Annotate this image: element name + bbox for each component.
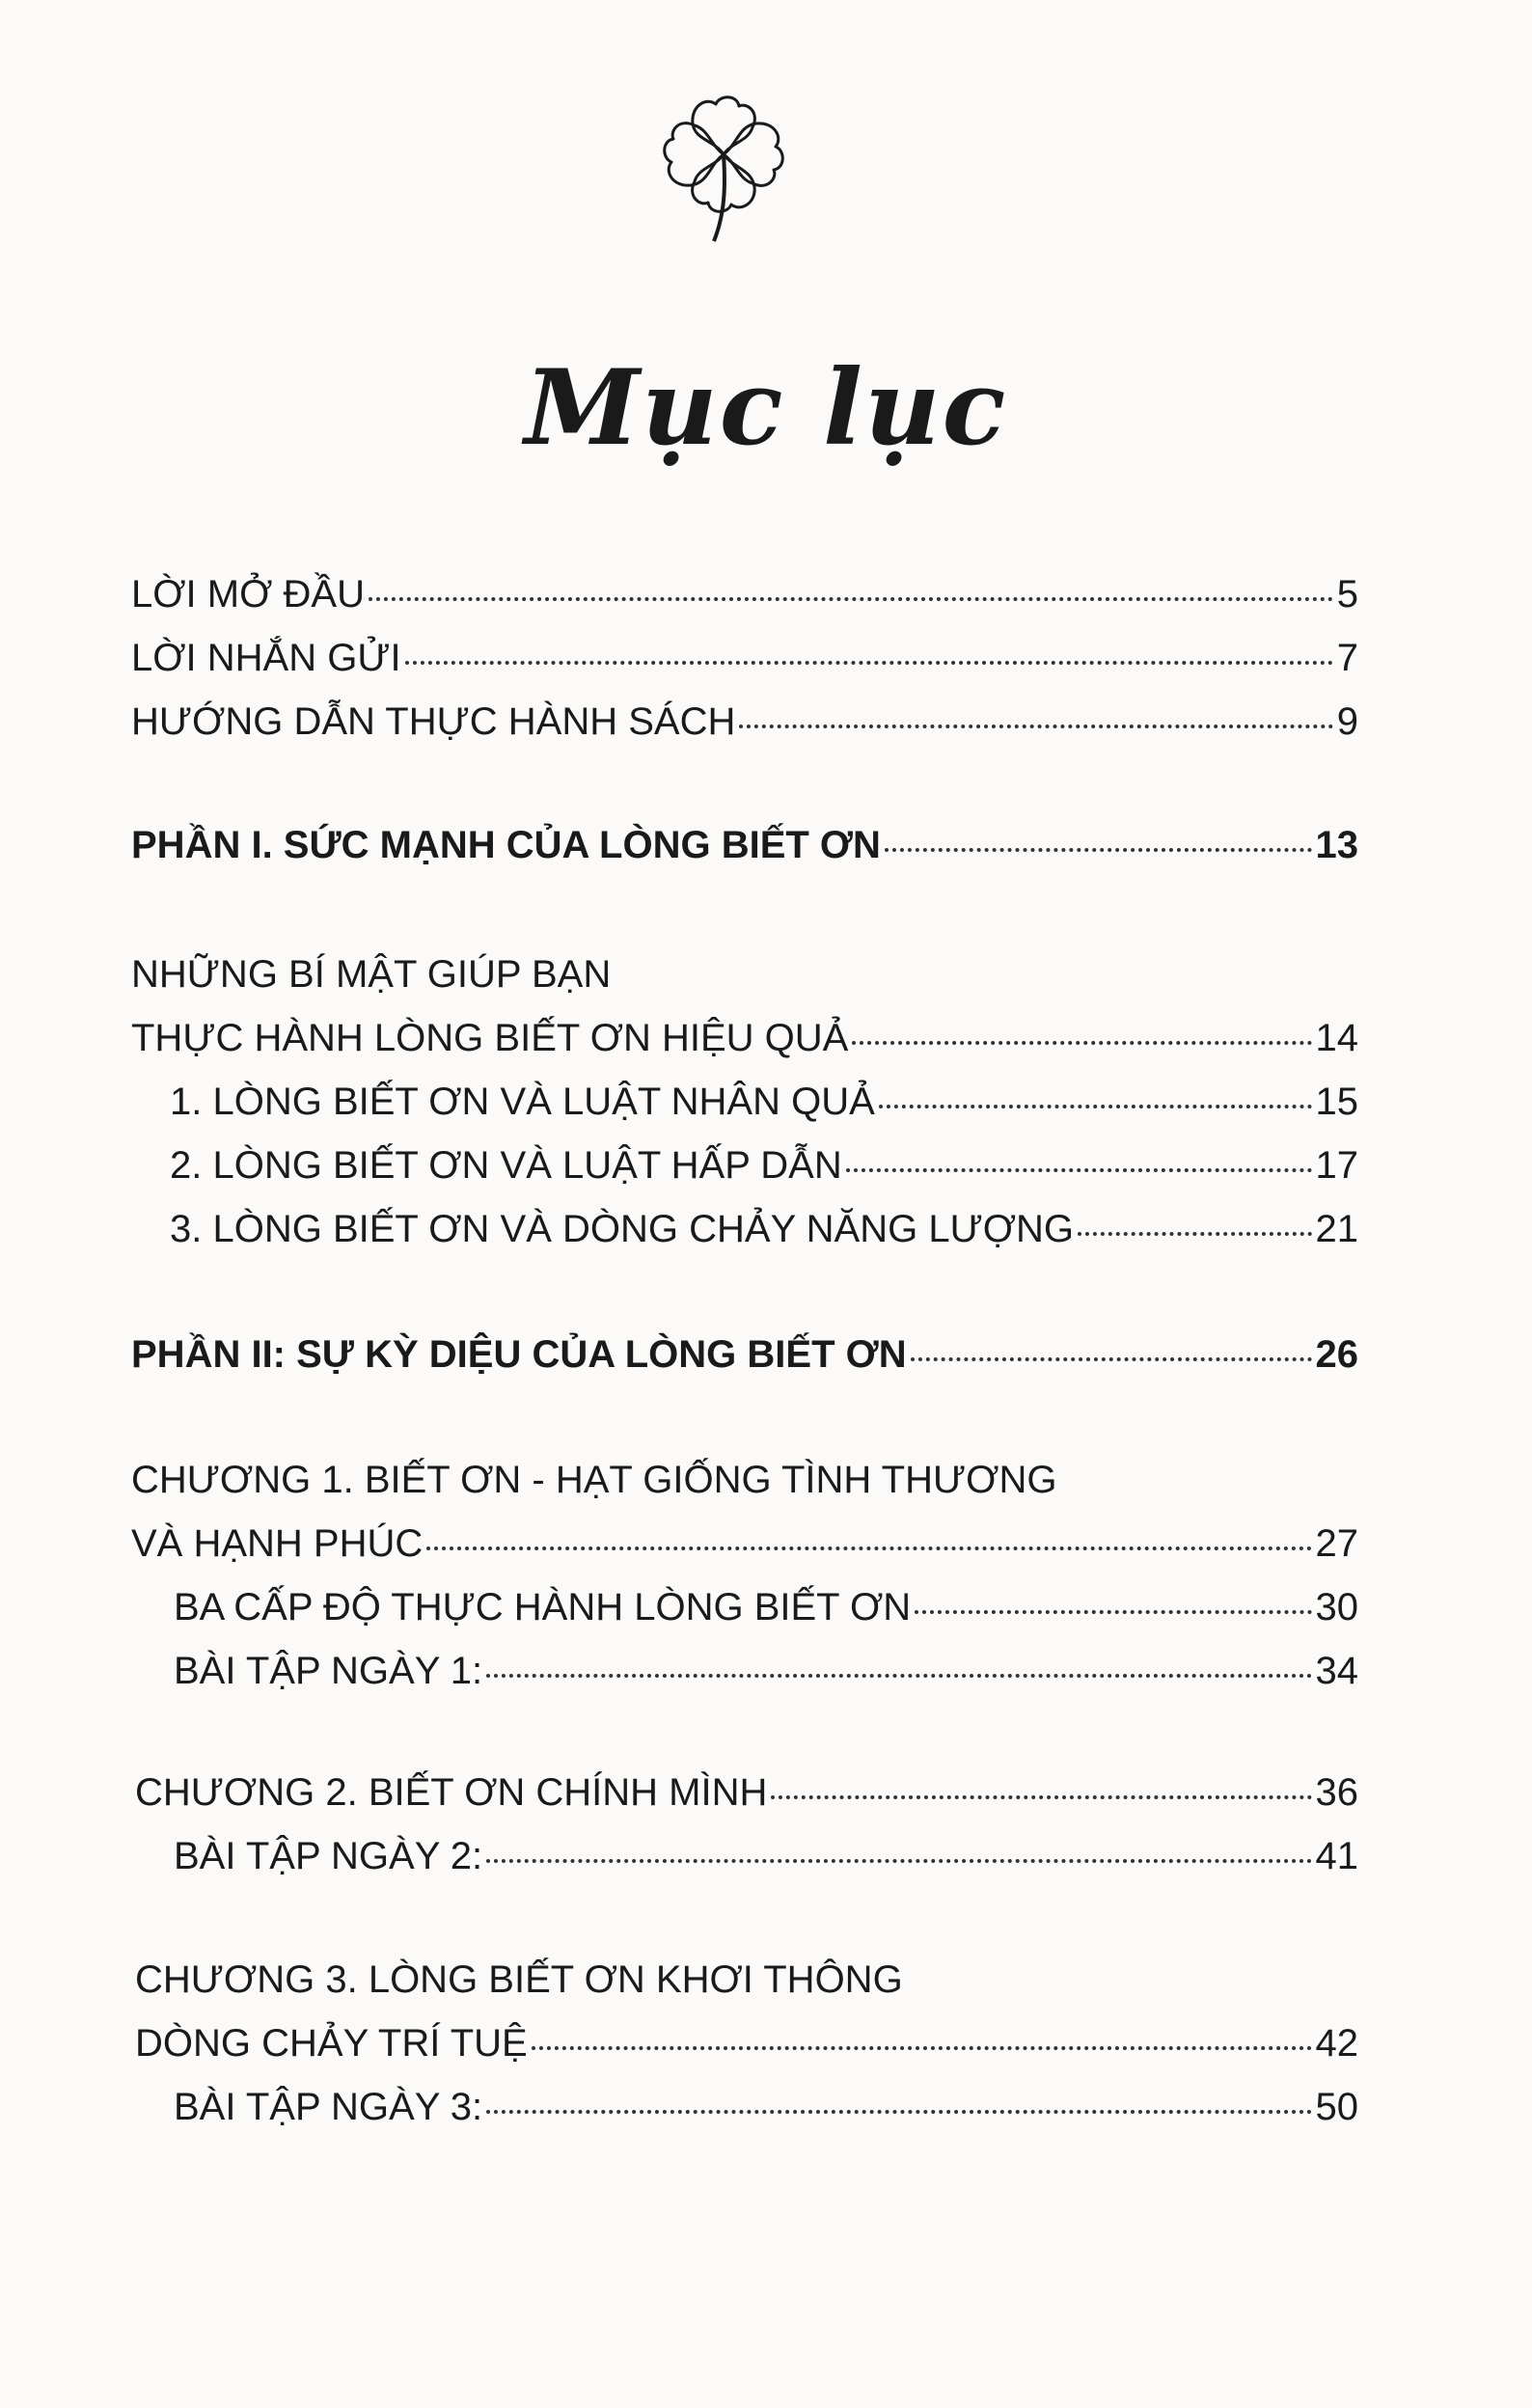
- leader-dots: [911, 1357, 1312, 1361]
- leader-dots: [426, 1546, 1311, 1550]
- toc-sub-entry[interactable]: [0, 1206, 1532, 1252]
- toc-entry-page: 17: [1315, 1144, 1358, 1187]
- toc-entry-label: 1. LÒNG BIẾT ƠN VÀ LUẬT NHÂN QUẢ: [170, 1081, 875, 1123]
- toc-entry-page: 26: [1315, 1333, 1358, 1376]
- toc-entry-page: 13: [1315, 824, 1358, 866]
- toc-entry[interactable]: [0, 1015, 1532, 1061]
- toc-entry-label: PHẦN I. SỨC MẠNH CỦA LÒNG BIẾT ƠN: [131, 824, 881, 866]
- leader-dots: [405, 661, 1333, 665]
- leader-dots: [879, 1105, 1312, 1108]
- toc-entry[interactable]: [0, 2020, 1532, 2066]
- toc-sub-entry[interactable]: [0, 1079, 1532, 1125]
- toc-entry-label: DÒNG CHẢY TRÍ TUỆ: [135, 2022, 528, 2065]
- leader-dots: [532, 2046, 1312, 2050]
- toc-entry-page: 21: [1315, 1208, 1358, 1250]
- toc-entry-label: BÀI TẬP NGÀY 2:: [174, 1835, 483, 1877]
- toc-entry-label: BA CẤP ĐỘ THỰC HÀNH LÒNG BIẾT ƠN: [174, 1586, 912, 1628]
- toc-entry-label: LỜI NHẮN GỬI: [131, 637, 401, 679]
- leader-dots: [486, 1859, 1311, 1863]
- toc-entry-page: 50: [1315, 2086, 1358, 2128]
- leader-dots: [369, 597, 1333, 601]
- toc-entry-page: 34: [1315, 1650, 1358, 1692]
- toc-entry-label-line1: CHƯƠNG 3. LÒNG BIẾT ƠN KHƠI THÔNG: [135, 1958, 903, 2001]
- toc-entry-label: BÀI TẬP NGÀY 1:: [174, 1650, 483, 1692]
- toc-entry[interactable]: [0, 571, 1532, 617]
- toc-entry-page: 15: [1315, 1081, 1358, 1123]
- toc-entry-label: 2. LÒNG BIẾT ƠN VÀ LUẬT HẤP DẪN: [170, 1144, 842, 1187]
- toc-part-entry[interactable]: [0, 1331, 1532, 1378]
- toc-part-entry[interactable]: [0, 822, 1532, 868]
- toc-entry-label: LỜI MỞ ĐẦU: [131, 573, 365, 616]
- toc-entry-label: CHƯƠNG 2. BIẾT ƠN CHÍNH MÌNH: [135, 1771, 768, 1814]
- toc-entry-page: 42: [1315, 2022, 1358, 2065]
- leader-dots: [846, 1168, 1312, 1172]
- toc-entry-label: HƯỚNG DẪN THỰC HÀNH SÁCH: [131, 700, 736, 743]
- toc-entry-label: BÀI TẬP NGÀY 3:: [174, 2086, 483, 2128]
- leader-dots: [486, 1674, 1311, 1678]
- toc-entry-label: THỰC HÀNH LÒNG BIẾT ƠN HIỆU QUẢ: [131, 1017, 849, 1059]
- toc-entry[interactable]: [0, 698, 1532, 745]
- toc-entry-page: 9: [1336, 700, 1358, 743]
- page-title: Mục lục: [524, 347, 1008, 469]
- toc-entry-label-line1: CHƯƠNG 1. BIẾT ƠN - HẠT GIỐNG TÌNH THƯƠNG: [131, 1459, 1057, 1501]
- toc-sub-entry[interactable]: [0, 1584, 1532, 1630]
- toc-entry-page: 41: [1315, 1835, 1358, 1877]
- leader-dots: [771, 1795, 1311, 1799]
- leader-dots: [915, 1610, 1311, 1614]
- toc-sub-entry[interactable]: [0, 1648, 1532, 1694]
- toc-entry-page: 5: [1336, 573, 1358, 616]
- leader-dots: [739, 725, 1332, 728]
- toc-entry-label: VÀ HẠNH PHÚC: [131, 1522, 424, 1565]
- toc-sub-entry[interactable]: [0, 1833, 1532, 1879]
- toc-entry-page: 30: [1315, 1586, 1358, 1628]
- leader-dots: [1078, 1232, 1311, 1236]
- toc-entry-label: 3. LÒNG BIẾT ƠN VÀ DÒNG CHẢY NĂNG LƯỢNG: [170, 1208, 1075, 1250]
- toc-entry-page: 27: [1315, 1522, 1358, 1565]
- toc-entry-label: PHẦN II: SỰ KỲ DIỆU CỦA LÒNG BIẾT ƠN: [131, 1333, 907, 1376]
- toc-entry-label-line1: NHỮNG BÍ MẬT GIÚP BẠN: [131, 953, 612, 996]
- leader-dots: [885, 848, 1312, 852]
- toc-sub-entry[interactable]: [0, 2084, 1532, 2130]
- toc-entry[interactable]: [0, 635, 1532, 681]
- toc-entry-page: 14: [1315, 1017, 1358, 1059]
- toc-entry-page: 36: [1315, 1771, 1358, 1814]
- toc-entry[interactable]: [0, 1520, 1532, 1567]
- toc-entry[interactable]: [0, 1769, 1532, 1816]
- toc-entry-page: 7: [1336, 637, 1358, 679]
- toc-sub-entry[interactable]: [0, 1142, 1532, 1189]
- leader-dots: [852, 1041, 1311, 1045]
- leader-dots: [486, 2110, 1311, 2114]
